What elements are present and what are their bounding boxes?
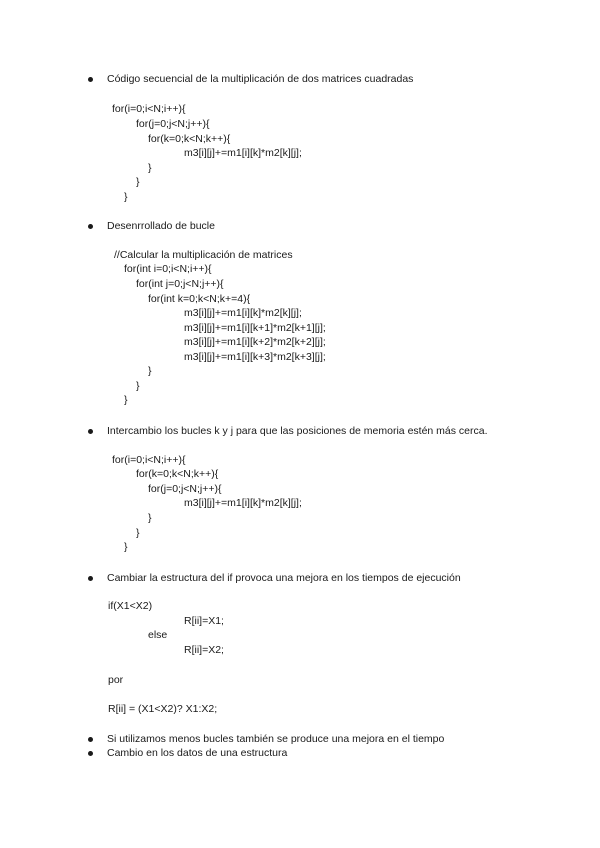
code-line: R[ii]=X2; [184, 644, 224, 656]
bullet-text: Código secuencial de la multiplicación de dos matrices cuadradas [107, 73, 414, 85]
code-line: por [108, 674, 124, 686]
bullet-dot [88, 737, 93, 742]
code-line: for(i=0;i<N;i++){ [112, 103, 186, 115]
code-line: m3[i][j]+=m1[i][k+1]*m2[k+1][j]; [184, 322, 326, 334]
bullet-text: Si utilizamos menos bucles también se produce una mejora en el tiempo [107, 733, 445, 745]
code-line: for(int k=0;k<N;k+=4){ [148, 293, 251, 305]
code-line: for(j=0;j<N;j++){ [136, 118, 210, 130]
code-line: } [136, 380, 140, 392]
bullet-dot [88, 77, 93, 82]
code-line: //Calcular la multiplicación de matrices [114, 249, 293, 261]
code-line: } [124, 541, 128, 553]
code-line: m3[i][j]+=m1[i][k+3]*m2[k+3][j]; [184, 351, 326, 363]
bullet-text: Cambiar la estructura del if provoca una mejora en los tiempos de ejecución [107, 572, 461, 584]
code-line: for(k=0;k<N;k++){ [148, 133, 231, 145]
code-line: m3[i][j]+=m1[i][k]*m2[k][j]; [184, 147, 302, 159]
code-line: m3[i][j]+=m1[i][k]*m2[k][j]; [184, 307, 302, 319]
code-line: m3[i][j]+=m1[i][k]*m2[k][j]; [184, 497, 302, 509]
code-line: } [136, 527, 140, 539]
code-line: } [124, 394, 128, 406]
code-line: } [124, 191, 128, 203]
code-line: R[ii]=X1; [184, 615, 224, 627]
code-line: } [148, 365, 152, 377]
code-line: for(j=0;j<N;j++){ [148, 483, 222, 495]
bullet-dot [88, 429, 93, 434]
bullet-text: Desenrrollado de bucle [107, 220, 215, 232]
bullet-text: Cambio en los datos de una estructura [107, 747, 288, 759]
code-line: R[ii] = (X1<X2)? X1:X2; [108, 703, 218, 715]
code-line: for(i=0;i<N;i++){ [112, 454, 186, 466]
code-line: } [148, 512, 152, 524]
code-line: else [148, 629, 168, 641]
bullet-text: Intercambio los bucles k y j para que las posiciones de memoria estén más cerca. [107, 425, 488, 437]
code-line: if(X1<X2) [108, 600, 153, 612]
bullet-dot [88, 224, 93, 229]
code-line: for(k=0;k<N;k++){ [136, 468, 219, 480]
code-line: for(int j=0;j<N;j++){ [136, 278, 224, 290]
code-line: for(int i=0;i<N;i++){ [124, 263, 212, 275]
code-line: } [136, 176, 140, 188]
code-line: } [148, 162, 152, 174]
code-line: m3[i][j]+=m1[i][k+2]*m2[k+2][j]; [184, 336, 326, 348]
bullet-dot [88, 576, 93, 581]
bullet-dot [88, 751, 93, 756]
